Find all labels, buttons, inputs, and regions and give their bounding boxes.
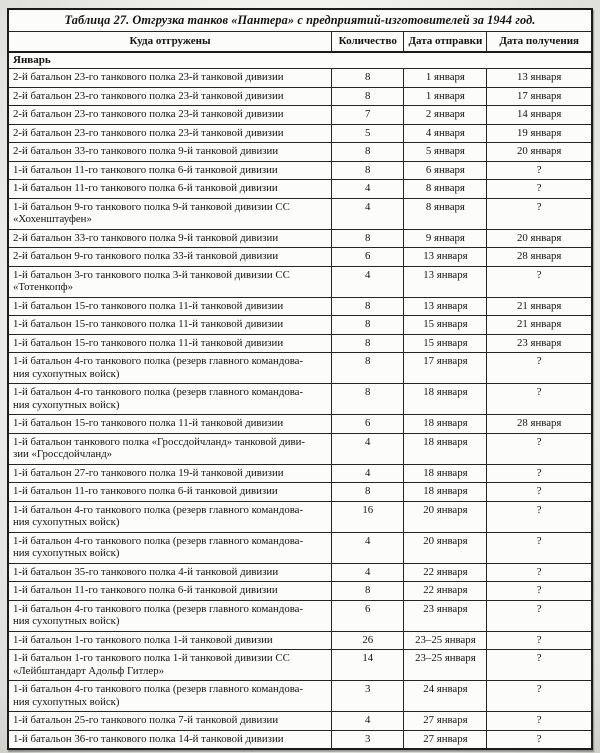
- date-received-cell: ?: [487, 563, 592, 582]
- table-row: [8, 681, 592, 712]
- quantity-cell: 14: [332, 650, 404, 681]
- date-sent-cell: 18 января: [404, 433, 487, 464]
- date-sent-cell: 22 января: [404, 563, 487, 582]
- date-received-cell: ?: [487, 384, 592, 415]
- table-row: [8, 334, 592, 353]
- table-row: [8, 106, 592, 125]
- date-received-cell: ?: [487, 582, 592, 601]
- date-sent-cell: 15 января: [404, 316, 487, 335]
- date-received-cell: ?: [487, 681, 592, 712]
- destination-cell: 1-й батальон 11-го танкового полка 6-й танковой дивизии: [8, 582, 332, 601]
- date-sent-cell: 23–25 января: [404, 650, 487, 681]
- table-row: [8, 483, 592, 502]
- date-received-cell: ?: [487, 650, 592, 681]
- date-sent-cell: 8 января: [404, 180, 487, 199]
- date-received-cell: ?: [487, 353, 592, 384]
- date-received-cell: 23 января: [487, 334, 592, 353]
- quantity-cell: 8: [332, 161, 404, 180]
- quantity-cell: 7: [332, 106, 404, 125]
- date-sent-cell: 2 января: [404, 106, 487, 125]
- col-header-quantity: Количество: [332, 32, 404, 53]
- destination-cell: 1-й батальон 15-го танкового полка 11-й танковой дивизии: [8, 316, 332, 335]
- month-section-label: Январь: [8, 52, 592, 69]
- date-sent-cell: 18 января: [404, 384, 487, 415]
- date-received-cell: ?: [487, 180, 592, 199]
- quantity-cell: 8: [332, 582, 404, 601]
- table-row: [8, 316, 592, 335]
- destination-cell: 1-й батальон 9-го танкового полка 9-й танковой дивизии СС «Хохенштауфен»: [8, 198, 332, 229]
- date-received-cell: ?: [487, 532, 592, 563]
- date-received-cell: ?: [487, 483, 592, 502]
- date-sent-cell: 5 января: [404, 143, 487, 162]
- date-received-cell: 28 января: [487, 248, 592, 267]
- destination-cell: 1-й батальон 1-го танкового полка 1-й танковой дивизии: [8, 631, 332, 650]
- quantity-cell: 6: [332, 600, 404, 631]
- destination-cell: 1-й батальон 4-го танкового полка (резерв главного командова- ния сухопутных войск): [8, 681, 332, 712]
- date-sent-cell: 1 января: [404, 69, 487, 88]
- date-sent-cell: 23 января: [404, 600, 487, 631]
- destination-cell: 1-й батальон танкового полка «Гроссдойчланд» танковой диви- зии «Гроссдойчланд»: [8, 433, 332, 464]
- table-title: Таблица 27. Отгрузка танков «Пантера» с предприятий-изготовителей за 1944 год.: [8, 9, 592, 32]
- date-sent-cell: 23–25 января: [404, 631, 487, 650]
- date-received-cell: 14 января: [487, 106, 592, 125]
- date-received-cell: ?: [487, 730, 592, 749]
- date-sent-cell: 27 января: [404, 730, 487, 749]
- quantity-cell: 8: [332, 353, 404, 384]
- destination-cell: 1-й батальон 4-го танкового полка (резерв главного командова- ния сухопутных войск): [8, 384, 332, 415]
- quantity-cell: 8: [332, 483, 404, 502]
- quantity-cell: 4: [332, 532, 404, 563]
- quantity-cell: 4: [332, 712, 404, 731]
- date-received-cell: 21 января: [487, 316, 592, 335]
- date-sent-cell: 24 января: [404, 681, 487, 712]
- date-received-cell: 28 января: [487, 415, 592, 434]
- table-row: [8, 180, 592, 199]
- destination-cell: 2-й батальон 23-го танкового полка 23-й танковой дивизии: [8, 106, 332, 125]
- date-sent-cell: 15 января: [404, 334, 487, 353]
- date-received-cell: ?: [487, 631, 592, 650]
- table-row: [8, 266, 592, 297]
- date-sent-cell: 18 января: [404, 464, 487, 483]
- destination-cell: 1-й батальон 1-го танкового полка 1-й танковой дивизии СС «Лейбштандарт Адольф Гитлер»: [8, 650, 332, 681]
- destination-cell: 2-й батальон 9-го танкового полка 33-й танковой дивизии: [8, 248, 332, 267]
- date-sent-cell: 13 января: [404, 248, 487, 267]
- quantity-cell: 4: [332, 563, 404, 582]
- quantity-cell: 4: [332, 433, 404, 464]
- destination-cell: 1-й батальон 15-го танкового полка 11-й танковой дивизии: [8, 415, 332, 434]
- table-row: [8, 712, 592, 731]
- destination-cell: 1-й батальон 15-го танкового полка 11-й танковой дивизии: [8, 297, 332, 316]
- quantity-cell: 6: [332, 415, 404, 434]
- destination-cell: 2-й батальон 23-го танкового полка 23-й танковой дивизии: [8, 87, 332, 106]
- date-received-cell: ?: [487, 501, 592, 532]
- table-row: [8, 532, 592, 563]
- column-header-row: [8, 32, 592, 53]
- table-body: [8, 69, 592, 750]
- quantity-cell: 5: [332, 124, 404, 143]
- date-received-cell: 19 января: [487, 124, 592, 143]
- date-sent-cell: 13 января: [404, 266, 487, 297]
- quantity-cell: 6: [332, 248, 404, 267]
- quantity-cell: 4: [332, 180, 404, 199]
- destination-cell: 1-й батальон 11-го танкового полка 6-й танковой дивизии: [8, 483, 332, 502]
- quantity-cell: 4: [332, 198, 404, 229]
- date-received-cell: ?: [487, 266, 592, 297]
- table-row: [8, 563, 592, 582]
- destination-cell: 2-й батальон 23-го танкового полка 23-й танковой дивизии: [8, 124, 332, 143]
- table-title-row: [8, 9, 592, 32]
- table-row: [8, 229, 592, 248]
- destination-cell: 1-й батальон 4-го танкового полка (резерв главного командова- ния сухопутных войск): [8, 501, 332, 532]
- quantity-cell: 8: [332, 334, 404, 353]
- date-sent-cell: 18 января: [404, 483, 487, 502]
- date-received-cell: 21 января: [487, 297, 592, 316]
- tank-shipments-table: [7, 8, 593, 750]
- table-row: [8, 248, 592, 267]
- col-header-date-sent: Дата отправки: [404, 32, 487, 53]
- table-row: [8, 297, 592, 316]
- destination-cell: 2-й батальон 23-го танкового полка 23-й танковой дивизии: [8, 69, 332, 88]
- destination-cell: 1-й батальон 25-го танкового полка 7-й танковой дивизии: [8, 712, 332, 731]
- date-sent-cell: 6 января: [404, 161, 487, 180]
- date-sent-cell: 4 января: [404, 124, 487, 143]
- date-sent-cell: 9 января: [404, 229, 487, 248]
- col-header-date-received: Дата получения: [487, 32, 592, 53]
- table-row: [8, 353, 592, 384]
- table-row: [8, 582, 592, 601]
- date-received-cell: 20 января: [487, 143, 592, 162]
- destination-cell: 1-й батальон 11-го танкового полка 6-й танковой дивизии: [8, 161, 332, 180]
- quantity-cell: 8: [332, 297, 404, 316]
- date-sent-cell: 20 января: [404, 501, 487, 532]
- quantity-cell: 8: [332, 316, 404, 335]
- date-sent-cell: 1 января: [404, 87, 487, 106]
- date-received-cell: ?: [487, 161, 592, 180]
- date-sent-cell: 27 января: [404, 712, 487, 731]
- quantity-cell: 8: [332, 69, 404, 88]
- quantity-cell: 8: [332, 229, 404, 248]
- date-sent-cell: 13 января: [404, 297, 487, 316]
- quantity-cell: 8: [332, 87, 404, 106]
- destination-cell: 2-й батальон 33-го танкового полка 9-й танковой дивизии: [8, 229, 332, 248]
- scanned-book-page: [7, 8, 593, 750]
- date-sent-cell: 20 января: [404, 532, 487, 563]
- date-received-cell: ?: [487, 198, 592, 229]
- destination-cell: 1-й батальон 4-го танкового полка (резерв главного командова- ния сухопутных войск): [8, 600, 332, 631]
- date-sent-cell: 18 января: [404, 415, 487, 434]
- destination-cell: 1-й батальон 36-го танкового полка 14-й танковой дивизии: [8, 730, 332, 749]
- destination-cell: 1-й батальон 35-го танкового полка 4-й танковой дивизии: [8, 563, 332, 582]
- destination-cell: 2-й батальон 33-го танкового полка 9-й танковой дивизии: [8, 143, 332, 162]
- table-row: [8, 143, 592, 162]
- destination-cell: 1-й батальон 4-го танкового полка (резерв главного командова- ния сухопутных войск): [8, 353, 332, 384]
- destination-cell: 1-й батальон 3-го танкового полка 3-й танковой дивизии СС «Тотенкопф»: [8, 266, 332, 297]
- table-row: [8, 161, 592, 180]
- date-sent-cell: 8 января: [404, 198, 487, 229]
- quantity-cell: 3: [332, 730, 404, 749]
- date-received-cell: ?: [487, 464, 592, 483]
- date-received-cell: ?: [487, 600, 592, 631]
- table-row: [8, 464, 592, 483]
- table-row: [8, 730, 592, 749]
- col-header-destination: Куда отгружены: [8, 32, 332, 53]
- destination-cell: 1-й батальон 27-го танкового полка 19-й танковой дивизии: [8, 464, 332, 483]
- table-row: [8, 384, 592, 415]
- table-row: [8, 433, 592, 464]
- date-received-cell: 13 января: [487, 69, 592, 88]
- quantity-cell: 8: [332, 384, 404, 415]
- date-sent-cell: 22 января: [404, 582, 487, 601]
- quantity-cell: 4: [332, 266, 404, 297]
- table-row: [8, 600, 592, 631]
- quantity-cell: 16: [332, 501, 404, 532]
- quantity-cell: 3: [332, 681, 404, 712]
- table-row: [8, 124, 592, 143]
- date-received-cell: ?: [487, 712, 592, 731]
- table-row: [8, 650, 592, 681]
- table-row: [8, 501, 592, 532]
- date-received-cell: ?: [487, 433, 592, 464]
- destination-cell: 1-й батальон 4-го танкового полка (резерв главного командова- ния сухопутных войск): [8, 532, 332, 563]
- quantity-cell: 4: [332, 464, 404, 483]
- table-row: [8, 198, 592, 229]
- table-row: [8, 415, 592, 434]
- date-received-cell: 20 января: [487, 229, 592, 248]
- quantity-cell: 26: [332, 631, 404, 650]
- destination-cell: 1-й батальон 15-го танкового полка 11-й танковой дивизии: [8, 334, 332, 353]
- date-sent-cell: 17 января: [404, 353, 487, 384]
- table-row: [8, 69, 592, 88]
- date-received-cell: 17 января: [487, 87, 592, 106]
- table-row: [8, 631, 592, 650]
- destination-cell: 1-й батальон 11-го танкового полка 6-й танковой дивизии: [8, 180, 332, 199]
- quantity-cell: 8: [332, 143, 404, 162]
- month-section-row: [8, 52, 592, 69]
- table-row: [8, 87, 592, 106]
